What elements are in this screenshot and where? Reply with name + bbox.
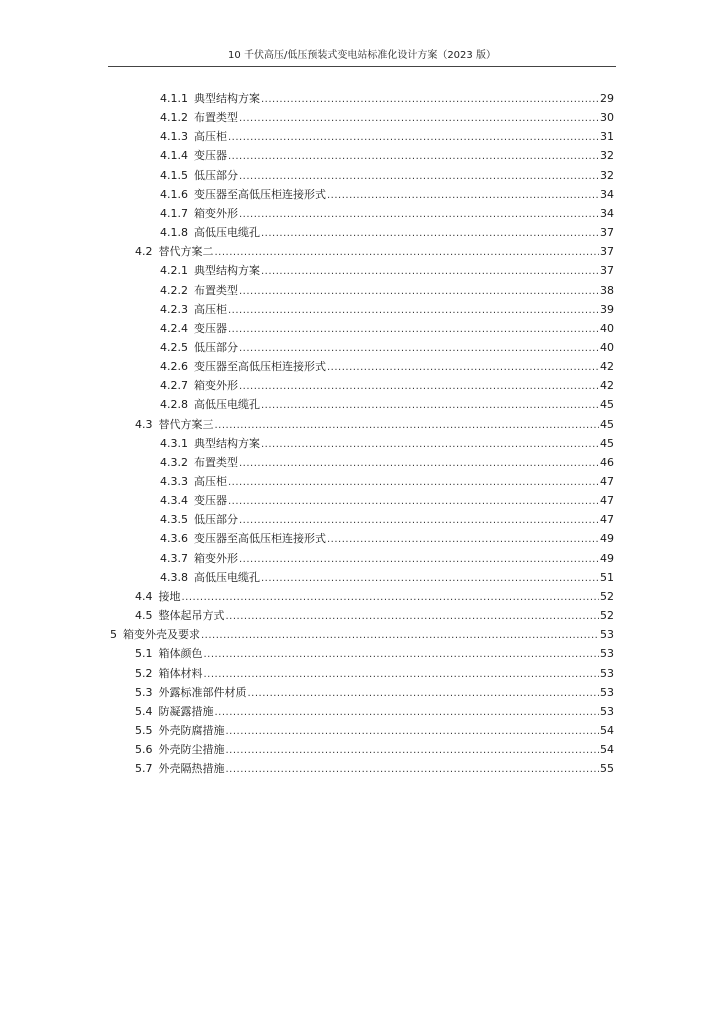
toc-entry[interactable] — [160, 185, 614, 204]
running-header: 10 千伏高压/低压预装式变电站标准化设计方案（2023 版） — [228, 50, 496, 61]
toc-entry-title: 高压柜 — [194, 475, 227, 488]
toc-dot-leader — [239, 205, 599, 224]
toc-entry-number: 4.3.8 — [160, 570, 188, 584]
toc-entry-page: 37 — [600, 245, 614, 259]
toc-entry-number: 4.2 — [135, 245, 153, 259]
toc-entry[interactable] — [160, 338, 614, 357]
toc-entry-page: 47 — [600, 513, 614, 527]
toc-entry-number: 5.6 — [135, 743, 153, 757]
toc-entry-page: 45 — [600, 436, 614, 450]
toc-entry-number: 5.3 — [135, 685, 153, 699]
toc-entry-page: 49 — [600, 532, 614, 546]
toc-entry[interactable] — [160, 491, 614, 510]
toc-entry-title: 变压器 — [194, 321, 227, 335]
toc-entry-page: 29 — [600, 92, 614, 105]
toc-entry-number: 4.3.7 — [160, 551, 188, 565]
toc-entry-number: 5.2 — [135, 666, 153, 680]
toc-entry-page: 32 — [600, 168, 614, 182]
toc-dot-leader — [327, 358, 599, 377]
toc-dot-leader — [261, 569, 599, 588]
toc-dot-leader — [228, 492, 599, 511]
toc-entry-title: 高压柜 — [194, 130, 227, 144]
toc-entry-number: 4.1.8 — [160, 226, 188, 240]
toc-entry-title: 外壳防尘措施 — [158, 743, 225, 757]
toc-entry[interactable] — [110, 625, 614, 644]
toc-dot-leader — [228, 320, 599, 339]
toc-entry[interactable] — [160, 529, 614, 548]
toc-entry[interactable] — [160, 108, 614, 127]
toc-dot-leader — [228, 301, 599, 320]
toc-entry[interactable] — [160, 89, 614, 108]
toc-entry[interactable] — [160, 357, 614, 376]
toc-entry-title: 箱变外形 — [194, 206, 238, 220]
toc-entry-title: 低压部分 — [194, 340, 238, 354]
toc-entry-number: 4.1.6 — [160, 187, 188, 201]
toc-entry-number: 4.1.3 — [160, 130, 188, 144]
toc-entry-page: 53 — [600, 685, 614, 699]
toc-entry-page: 37 — [600, 264, 614, 278]
toc-entry[interactable] — [135, 606, 614, 625]
toc-dot-leader — [228, 128, 599, 147]
toc-entry-title: 箱变外壳及要求 — [123, 628, 200, 642]
toc-entry-title: 防凝露措施 — [158, 704, 214, 718]
toc-entry-title: 箱变外形 — [194, 551, 238, 565]
toc-entry-title: 布置类型 — [194, 455, 238, 469]
toc-entry[interactable] — [160, 434, 614, 453]
toc-dot-leader — [239, 377, 599, 396]
toc-entry[interactable] — [135, 702, 614, 721]
toc-entry-page: 40 — [600, 340, 614, 354]
toc-entry[interactable] — [135, 587, 614, 606]
toc-dot-leader — [226, 741, 600, 760]
toc-entry-number: 4.3.4 — [160, 494, 188, 508]
toc-entry-title: 低压部分 — [194, 168, 238, 182]
toc-dot-leader — [327, 186, 599, 205]
toc-entry-title: 高低压电缆孔 — [194, 570, 260, 584]
toc-dot-leader — [261, 90, 599, 109]
toc-entry-page: 51 — [600, 570, 614, 584]
toc-entry-title: 典型结构方案 — [194, 92, 260, 105]
toc-entry-page: 52 — [600, 609, 614, 623]
toc-entry[interactable] — [160, 472, 614, 491]
toc-entry-title: 变压器至高低压柜连接形式 — [194, 360, 326, 374]
toc-dot-leader — [261, 262, 599, 281]
toc-entry-title: 接地 — [158, 589, 181, 603]
toc-entry-title: 替代方案三 — [158, 417, 214, 431]
toc-entry-page: 47 — [600, 475, 614, 488]
toc-entry-page: 34 — [600, 187, 614, 201]
toc-dot-leader — [327, 530, 599, 549]
toc-entry-title: 高低压电缆孔 — [194, 398, 260, 412]
toc-entry-number: 4.1.7 — [160, 206, 188, 220]
toc-entry-number: 4.3.1 — [160, 436, 188, 450]
toc-entry-title: 高低压电缆孔 — [194, 226, 260, 240]
toc-entry-page: 53 — [600, 704, 614, 718]
toc-entry-title: 箱变外形 — [194, 379, 238, 393]
toc-entry-number: 4.2.3 — [160, 302, 188, 316]
toc-entry-page: 45 — [600, 417, 614, 431]
toc-entry-page: 53 — [600, 666, 614, 680]
toc-entry-page: 54 — [600, 743, 614, 757]
toc-entry[interactable] — [135, 415, 614, 434]
toc-entry-title: 变压器 — [194, 149, 227, 163]
toc-dot-leader — [215, 243, 600, 262]
toc-dot-leader — [248, 684, 600, 703]
toc-entry[interactable] — [160, 568, 614, 587]
toc-entry[interactable] — [135, 664, 614, 683]
toc-dot-leader — [228, 473, 599, 492]
toc-entry[interactable] — [160, 319, 614, 338]
toc-dot-leader — [215, 416, 600, 435]
toc-entry[interactable] — [160, 549, 614, 568]
toc-entry[interactable] — [160, 376, 614, 395]
toc-dot-leader — [201, 626, 599, 645]
toc-entry-title: 布置类型 — [194, 283, 238, 297]
toc-entry-title: 整体起吊方式 — [158, 609, 225, 623]
toc-entry-number: 4.2.6 — [160, 360, 188, 374]
toc-dot-leader — [204, 665, 600, 684]
toc-entry[interactable] — [135, 721, 614, 740]
toc-entry-page: 39 — [600, 302, 614, 316]
toc-entry-title: 箱体材料 — [158, 666, 203, 680]
toc-entry-page: 31 — [600, 130, 614, 144]
toc-entry[interactable] — [160, 223, 614, 242]
header-divider — [108, 66, 616, 67]
toc-entry-title: 外壳防腐措施 — [158, 723, 225, 737]
toc-entry-number: 4.3.3 — [160, 475, 188, 488]
toc-dot-leader — [239, 167, 599, 186]
toc-entry[interactable] — [135, 242, 614, 261]
toc-entry-title: 箱体颜色 — [158, 647, 203, 661]
toc-entry-page: 42 — [600, 379, 614, 393]
toc-entry-number: 4.2.5 — [160, 340, 188, 354]
toc-dot-leader — [239, 550, 599, 569]
toc-entry[interactable] — [160, 204, 614, 223]
toc-dot-leader — [226, 607, 600, 626]
toc-dot-leader — [228, 147, 599, 166]
toc-entry-number: 4.1.1 — [160, 92, 188, 105]
toc-entry[interactable] — [160, 261, 614, 280]
toc-dot-leader — [239, 454, 599, 473]
toc-entry-number: 5.4 — [135, 704, 153, 718]
toc-entry-number: 4.2.7 — [160, 379, 188, 393]
toc-entry[interactable] — [160, 453, 614, 472]
toc-entry[interactable] — [160, 146, 614, 165]
toc-entry-number: 4.1.5 — [160, 168, 188, 182]
toc-entry-page: 45 — [600, 398, 614, 412]
toc-entry-page: 37 — [600, 226, 614, 240]
toc-entry[interactable] — [135, 759, 614, 778]
toc-dot-leader — [226, 722, 600, 741]
toc-entry-page: 34 — [600, 206, 614, 220]
toc-entry-page: 53 — [600, 628, 614, 642]
toc-entry-page: 53 — [600, 647, 614, 661]
toc-entry-number: 4.1.2 — [160, 111, 188, 125]
toc-entry-page: 46 — [600, 455, 614, 469]
toc-entry[interactable] — [160, 300, 614, 319]
toc-entry-number: 4.2.2 — [160, 283, 188, 297]
toc-entry-title: 典型结构方案 — [194, 436, 260, 450]
toc-entry[interactable] — [135, 683, 614, 702]
toc-dot-leader — [239, 339, 599, 358]
toc-dot-leader — [261, 435, 599, 454]
toc-entry-title: 外壳隔热措施 — [158, 762, 225, 776]
toc-entry-page: 30 — [600, 111, 614, 125]
toc-entry-page: 52 — [600, 589, 614, 603]
toc-dot-leader — [182, 588, 600, 607]
toc-entry-number: 4.2.1 — [160, 264, 188, 278]
toc-dot-leader — [239, 511, 599, 530]
toc-entry-title: 布置类型 — [194, 111, 238, 125]
toc-entry[interactable] — [135, 644, 614, 663]
toc-entry-number: 4.3.2 — [160, 455, 188, 469]
toc-entry-number: 5 — [110, 628, 117, 642]
toc-entry-title: 高压柜 — [194, 302, 227, 316]
toc-entry[interactable] — [160, 510, 614, 529]
toc-entry[interactable] — [135, 740, 614, 759]
toc-entry[interactable] — [160, 127, 614, 146]
toc-entry-number: 5.5 — [135, 723, 153, 737]
toc-entry-number: 5.7 — [135, 762, 153, 776]
toc-entry-page: 47 — [600, 494, 614, 508]
toc-entry-page: 42 — [600, 360, 614, 374]
toc-entry-number: 4.3.5 — [160, 513, 188, 527]
toc-entry-number: 5.1 — [135, 647, 153, 661]
toc-entry-page: 32 — [600, 149, 614, 163]
toc-entry-number: 4.2.8 — [160, 398, 188, 412]
toc-entry[interactable] — [160, 166, 614, 185]
toc-dot-leader — [261, 396, 599, 415]
toc-dot-leader — [261, 224, 599, 243]
toc-entry-title: 变压器至高低压柜连接形式 — [194, 187, 326, 201]
toc-dot-leader — [215, 703, 600, 722]
toc-entry-title: 外露标准部件材质 — [158, 685, 247, 699]
toc-entry-title: 变压器 — [194, 494, 227, 508]
toc-dot-leader — [239, 109, 599, 128]
toc-entry-number: 4.1.4 — [160, 149, 188, 163]
toc-entry-number: 4.5 — [135, 609, 153, 623]
toc-entry-title: 替代方案二 — [158, 245, 214, 259]
toc-entry-page: 55 — [600, 762, 614, 776]
toc-dot-leader — [239, 282, 599, 301]
toc-entry-page: 38 — [600, 283, 614, 297]
toc-entry-number: 4.4 — [135, 589, 153, 603]
toc-entry-page: 49 — [600, 551, 614, 565]
toc-entry-title: 低压部分 — [194, 513, 238, 527]
toc-entry[interactable] — [160, 395, 614, 414]
toc-entry-page: 54 — [600, 723, 614, 737]
toc-entry-number: 4.2.4 — [160, 321, 188, 335]
toc-entry-number: 4.3 — [135, 417, 153, 431]
toc-dot-leader — [204, 645, 600, 664]
toc-dot-leader — [226, 760, 600, 779]
toc-entry[interactable] — [160, 281, 614, 300]
toc-entry-title: 变压器至高低压柜连接形式 — [194, 532, 326, 546]
toc-entry-title: 典型结构方案 — [194, 264, 260, 278]
toc-entry-number: 4.3.6 — [160, 532, 188, 546]
toc-entry-page: 40 — [600, 321, 614, 335]
